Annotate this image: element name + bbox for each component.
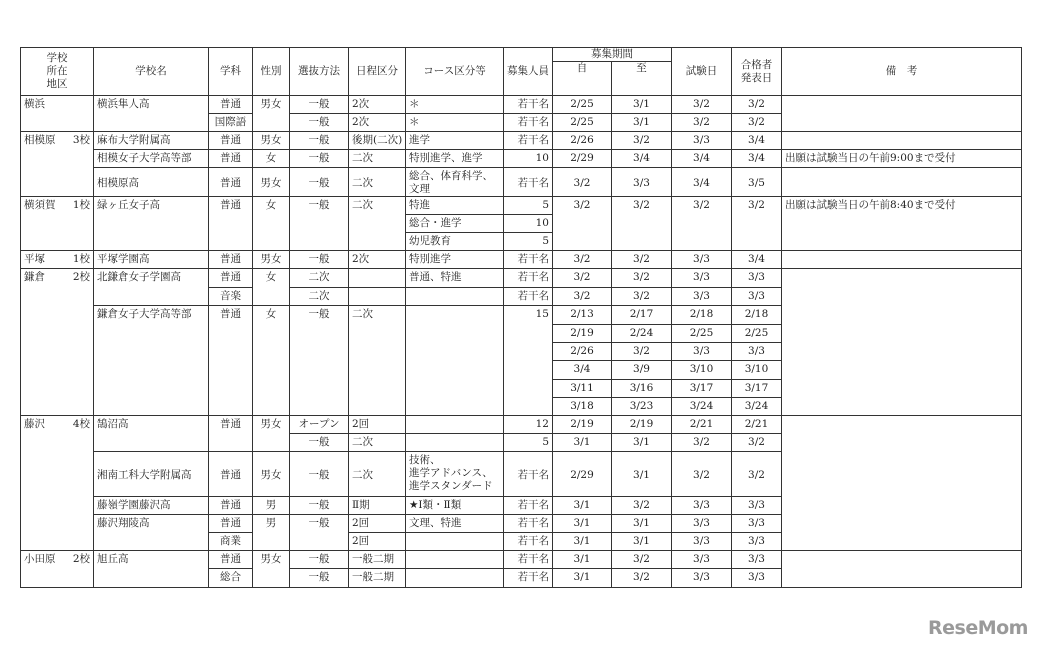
cell-course: ★Ⅰ類・Ⅱ類 — [406, 497, 504, 515]
cell-school: 鎌倉女子大学高等部 — [94, 306, 209, 416]
cell-result: 2/18 — [732, 306, 782, 325]
cell-result: 3/3 — [732, 343, 782, 361]
cell-capacity: 若干名 — [504, 569, 553, 588]
cell-from: 3/1 — [553, 551, 612, 569]
header-from: 自 — [553, 62, 612, 96]
cell-method: 二次 — [290, 269, 349, 288]
cell-dept: 普通 — [209, 515, 253, 533]
cell-schedule: 2回 — [349, 515, 406, 533]
cell-gender: 女 — [253, 150, 290, 168]
cell-course — [406, 533, 504, 551]
cell-from: 3/1 — [553, 533, 612, 551]
cell-note — [782, 251, 1022, 269]
cell-from: 3/1 — [553, 515, 612, 533]
cell-to: 3/2 — [612, 197, 672, 251]
cell-course: 総合・進学 — [406, 215, 504, 233]
cell-dept: 普通 — [209, 306, 253, 416]
cell-dept: 普通 — [209, 416, 253, 452]
cell-note — [782, 416, 1022, 551]
cell-exam: 3/3 — [672, 569, 732, 588]
cell-course: 幼児教育 — [406, 233, 504, 251]
cell-course — [406, 569, 504, 588]
cell-capacity: 5 — [504, 233, 553, 251]
cell-capacity: 若干名 — [504, 114, 553, 132]
cell-from: 2/25 — [553, 114, 612, 132]
cell-exam: 3/17 — [672, 380, 732, 398]
table-row — [21, 168, 1022, 197]
cell-exam: 3/4 — [672, 168, 732, 197]
cell-from: 2/19 — [553, 325, 612, 343]
cell-result: 2/25 — [732, 325, 782, 343]
cell-method: 一般 — [290, 569, 349, 588]
header-schedule: 日程区分 — [349, 48, 406, 96]
cell-to: 3/3 — [612, 168, 672, 197]
cell-course — [406, 306, 504, 416]
cell-result: 3/17 — [732, 380, 782, 398]
cell-to: 3/2 — [612, 269, 672, 288]
header-school: 学校名 — [94, 48, 209, 96]
cell-dept: 商業 — [209, 533, 253, 551]
cell-school: 旭丘高 — [94, 551, 209, 588]
cell-schedule: 2次 — [349, 251, 406, 269]
region-school-count: 4校 — [72, 418, 90, 430]
table-row — [21, 150, 1022, 168]
cell-to: 3/1 — [612, 434, 672, 452]
cell-schedule — [349, 288, 406, 306]
cell-method: 一般 — [290, 197, 349, 251]
cell-dept: 国際語 — [209, 114, 253, 132]
cell-schedule: 二次 — [349, 452, 406, 497]
cell-capacity: 若干名 — [504, 551, 553, 569]
cell-result: 3/3 — [732, 533, 782, 551]
region-school-count: 1校 — [72, 199, 90, 211]
cell-exam: 3/3 — [672, 533, 732, 551]
cell-dept: 普通 — [209, 96, 253, 114]
cell-to: 3/2 — [612, 343, 672, 361]
region-name: 平塚 — [24, 253, 45, 265]
table-row — [21, 197, 1022, 215]
region-school-count: 1校 — [72, 253, 90, 265]
cell-note — [782, 96, 1022, 132]
cell-school: 北鎌倉女子学園高 — [94, 269, 209, 306]
cell-exam: 2/25 — [672, 325, 732, 343]
cell-school: 横浜隼人高 — [94, 96, 209, 132]
cell-capacity: 5 — [504, 434, 553, 452]
cell-from: 3/11 — [553, 380, 612, 398]
cell-method: 一般 — [290, 515, 349, 551]
cell-method: 一般 — [290, 114, 349, 132]
cell-capacity: 若干名 — [504, 96, 553, 114]
cell-schedule: 2回 — [349, 533, 406, 551]
cell-course: 総合、体育科学、 文理 — [406, 168, 504, 197]
cell-result: 3/3 — [732, 569, 782, 588]
cell-region — [21, 251, 94, 269]
admissions-table — [20, 47, 1022, 588]
cell-schedule: 2回 — [349, 416, 406, 434]
cell-exam: 2/21 — [672, 416, 732, 434]
cell-course: ＊ — [406, 114, 504, 132]
cell-from: 3/2 — [553, 168, 612, 197]
cell-to: 3/4 — [612, 150, 672, 168]
cell-gender: 女 — [253, 269, 290, 306]
cell-from: 2/13 — [553, 306, 612, 325]
cell-capacity: 若干名 — [504, 452, 553, 497]
cell-to: 3/23 — [612, 398, 672, 416]
cell-course — [406, 551, 504, 569]
cell-exam: 3/3 — [672, 132, 732, 150]
cell-from: 2/29 — [553, 150, 612, 168]
cell-note: 出願は試験当日の午前8:40まで受付 — [782, 197, 1022, 251]
cell-capacity: 若干名 — [504, 533, 553, 551]
cell-capacity: 若干名 — [504, 288, 553, 306]
cell-from: 3/1 — [553, 434, 612, 452]
cell-course: 普通、特進 — [406, 269, 504, 288]
cell-to: 3/9 — [612, 361, 672, 380]
table-row — [21, 416, 1022, 434]
header-dept: 学科 — [209, 48, 253, 96]
cell-method: 一般 — [290, 132, 349, 150]
cell-from: 2/26 — [553, 132, 612, 150]
cell-capacity: 若干名 — [504, 168, 553, 197]
cell-school: 緑ヶ丘女子高 — [94, 197, 209, 251]
cell-dept: 普通 — [209, 452, 253, 497]
cell-course — [406, 416, 504, 434]
cell-result: 3/4 — [732, 132, 782, 150]
cell-result: 3/2 — [732, 434, 782, 452]
cell-to: 3/1 — [612, 533, 672, 551]
cell-to: 3/2 — [612, 551, 672, 569]
cell-method: 一般 — [290, 497, 349, 515]
table-row — [21, 251, 1022, 269]
cell-to: 3/2 — [612, 251, 672, 269]
cell-exam: 3/24 — [672, 398, 732, 416]
cell-from: 2/29 — [553, 452, 612, 497]
cell-dept: 普通 — [209, 269, 253, 288]
cell-gender: 男 — [253, 497, 290, 515]
region-name: 鎌倉 — [24, 271, 45, 283]
cell-result: 3/2 — [732, 96, 782, 114]
cell-schedule: 一般二期 — [349, 569, 406, 588]
cell-region — [21, 416, 94, 551]
table-body — [21, 96, 1022, 588]
cell-method: 一般 — [290, 251, 349, 269]
cell-exam: 3/2 — [672, 197, 732, 251]
cell-schedule: 2次 — [349, 114, 406, 132]
cell-dept: 普通 — [209, 197, 253, 251]
cell-course — [406, 288, 504, 306]
cell-course: 特別進学 — [406, 251, 504, 269]
cell-exam: 3/3 — [672, 497, 732, 515]
cell-result: 3/3 — [732, 269, 782, 288]
cell-region — [21, 96, 94, 132]
cell-gender: 男女 — [253, 416, 290, 452]
region-school-count: 3校 — [72, 134, 90, 146]
cell-schedule: 二次 — [349, 168, 406, 197]
cell-to: 3/1 — [612, 96, 672, 114]
cell-gender: 男女 — [253, 452, 290, 497]
cell-schedule: 二次 — [349, 434, 406, 452]
cell-schedule: Ⅱ期 — [349, 497, 406, 515]
cell-school: 平塚学園高 — [94, 251, 209, 269]
cell-dept: 普通 — [209, 251, 253, 269]
cell-result: 3/3 — [732, 551, 782, 569]
cell-capacity: 10 — [504, 215, 553, 233]
table-row — [21, 269, 1022, 288]
cell-from: 3/2 — [553, 269, 612, 288]
cell-method: 一般 — [290, 306, 349, 416]
cell-dept: 普通 — [209, 132, 253, 150]
cell-to: 3/2 — [612, 132, 672, 150]
cell-school: 藤嶺学園藤沢高 — [94, 497, 209, 515]
region-name: 相模原 — [24, 134, 56, 146]
cell-gender: 男女 — [253, 96, 290, 132]
cell-exam: 3/2 — [672, 114, 732, 132]
cell-method: 二次 — [290, 288, 349, 306]
cell-school: 相模原高 — [94, 168, 209, 197]
cell-capacity: 若干名 — [504, 497, 553, 515]
cell-gender: 男女 — [253, 551, 290, 588]
cell-schedule: 後期(二次) — [349, 132, 406, 150]
cell-region — [21, 269, 94, 416]
cell-result: 3/3 — [732, 515, 782, 533]
cell-method: 一般 — [290, 96, 349, 114]
table-row — [21, 96, 1022, 114]
cell-exam: 3/2 — [672, 96, 732, 114]
cell-result: 3/4 — [732, 251, 782, 269]
cell-school: 藤沢翔陵高 — [94, 515, 209, 551]
cell-gender: 男 — [253, 515, 290, 551]
cell-capacity: 若干名 — [504, 269, 553, 288]
cell-dept: 総合 — [209, 569, 253, 588]
cell-from: 3/2 — [553, 288, 612, 306]
cell-from: 2/26 — [553, 343, 612, 361]
cell-result: 3/2 — [732, 452, 782, 497]
header-note: 備 考 — [782, 48, 1022, 96]
cell-capacity: 15 — [504, 306, 553, 416]
cell-from: 3/1 — [553, 569, 612, 588]
cell-school: 湘南工科大学附属高 — [94, 452, 209, 497]
cell-schedule: 二次 — [349, 197, 406, 251]
cell-dept: 普通 — [209, 551, 253, 569]
cell-exam: 3/4 — [672, 150, 732, 168]
cell-method: 一般 — [290, 150, 349, 168]
cell-result: 3/5 — [732, 168, 782, 197]
cell-exam: 3/3 — [672, 343, 732, 361]
cell-schedule — [349, 269, 406, 288]
cell-capacity: 若干名 — [504, 132, 553, 150]
cell-method: 一般 — [290, 452, 349, 497]
region-name: 横須賀 — [24, 199, 56, 211]
region-name: 藤沢 — [24, 418, 45, 430]
cell-result: 3/2 — [732, 197, 782, 251]
cell-region — [21, 551, 94, 588]
cell-dept: 普通 — [209, 168, 253, 197]
cell-course: 進学 — [406, 132, 504, 150]
cell-school: 鵠沼高 — [94, 416, 209, 452]
cell-gender: 女 — [253, 197, 290, 251]
cell-note — [782, 269, 1022, 416]
cell-capacity: 12 — [504, 416, 553, 434]
cell-result: 3/24 — [732, 398, 782, 416]
cell-to: 3/2 — [612, 497, 672, 515]
cell-exam: 3/3 — [672, 288, 732, 306]
cell-to: 3/2 — [612, 569, 672, 588]
header-period: 募集期間 — [553, 48, 672, 62]
cell-capacity: 5 — [504, 197, 553, 215]
cell-to: 3/1 — [612, 114, 672, 132]
cell-from: 3/2 — [553, 251, 612, 269]
header-to: 至 — [612, 62, 672, 96]
table-row — [21, 551, 1022, 569]
header-gender: 性別 — [253, 48, 290, 96]
cell-course — [406, 434, 504, 452]
cell-to: 2/19 — [612, 416, 672, 434]
cell-note — [782, 168, 1022, 197]
cell-result: 3/2 — [732, 114, 782, 132]
cell-schedule: 一般二期 — [349, 551, 406, 569]
cell-exam: 3/3 — [672, 269, 732, 288]
cell-method: 一般 — [290, 551, 349, 569]
cell-gender: 男女 — [253, 132, 290, 150]
cell-capacity: 10 — [504, 150, 553, 168]
cell-exam: 3/10 — [672, 361, 732, 380]
cell-note — [782, 551, 1022, 588]
cell-course: 技術、 進学アドバンス、 進学スタンダード — [406, 452, 504, 497]
cell-result: 3/4 — [732, 150, 782, 168]
region-school-count: 2校 — [72, 271, 90, 283]
header-capacity: 募集人員 — [504, 48, 553, 96]
cell-exam: 2/18 — [672, 306, 732, 325]
cell-method: 一般 — [290, 434, 349, 452]
header-region: 学校 所在 地区 — [21, 48, 94, 96]
cell-from: 2/25 — [553, 96, 612, 114]
cell-school: 相模女子大学高等部 — [94, 150, 209, 168]
region-name: 小田原 — [24, 553, 56, 565]
cell-dept: 音楽 — [209, 288, 253, 306]
cell-from: 3/18 — [553, 398, 612, 416]
cell-to: 3/1 — [612, 515, 672, 533]
cell-from: 3/2 — [553, 197, 612, 251]
header-method: 選抜方法 — [290, 48, 349, 96]
cell-gender: 女 — [253, 306, 290, 416]
cell-course: 特進 — [406, 197, 504, 215]
cell-region — [21, 132, 94, 197]
table-row — [21, 132, 1022, 150]
cell-region — [21, 197, 94, 251]
cell-course: 文理、特進 — [406, 515, 504, 533]
cell-exam: 3/2 — [672, 452, 732, 497]
cell-gender: 男女 — [253, 251, 290, 269]
cell-method: 一般 — [290, 168, 349, 197]
cell-exam: 3/3 — [672, 515, 732, 533]
cell-to: 3/16 — [612, 380, 672, 398]
cell-capacity: 若干名 — [504, 515, 553, 533]
cell-course: ＊ — [406, 96, 504, 114]
cell-note: 出願は試験当日の午前9:00まで受付 — [782, 150, 1022, 168]
cell-exam: 3/3 — [672, 551, 732, 569]
cell-dept: 普通 — [209, 497, 253, 515]
cell-to: 3/2 — [612, 288, 672, 306]
cell-exam: 3/3 — [672, 251, 732, 269]
cell-exam: 3/2 — [672, 434, 732, 452]
cell-schedule: 2次 — [349, 96, 406, 114]
cell-result: 3/10 — [732, 361, 782, 380]
cell-from: 3/1 — [553, 497, 612, 515]
cell-course: 特別進学、進学 — [406, 150, 504, 168]
cell-schedule: 二次 — [349, 150, 406, 168]
cell-from: 3/4 — [553, 361, 612, 380]
header-result: 合格者 発表日 — [732, 48, 782, 96]
cell-to: 2/17 — [612, 306, 672, 325]
cell-result: 3/3 — [732, 288, 782, 306]
region-school-count: 2校 — [72, 553, 90, 565]
cell-gender: 男女 — [253, 168, 290, 197]
region-name: 横浜 — [24, 98, 45, 110]
cell-to: 2/24 — [612, 325, 672, 343]
cell-dept: 普通 — [209, 150, 253, 168]
table-header — [21, 48, 1022, 96]
cell-to: 3/1 — [612, 452, 672, 497]
cell-method: オープン — [290, 416, 349, 434]
cell-result: 2/21 — [732, 416, 782, 434]
resemom-logo: ReseMom — [928, 617, 1028, 639]
cell-from: 2/19 — [553, 416, 612, 434]
cell-school: 麻布大学附属高 — [94, 132, 209, 150]
cell-capacity: 若干名 — [504, 251, 553, 269]
header-exam: 試験日 — [672, 48, 732, 96]
cell-schedule: 二次 — [349, 306, 406, 416]
cell-result: 3/3 — [732, 497, 782, 515]
cell-note — [782, 132, 1022, 150]
header-course: コース区分等 — [406, 48, 504, 96]
